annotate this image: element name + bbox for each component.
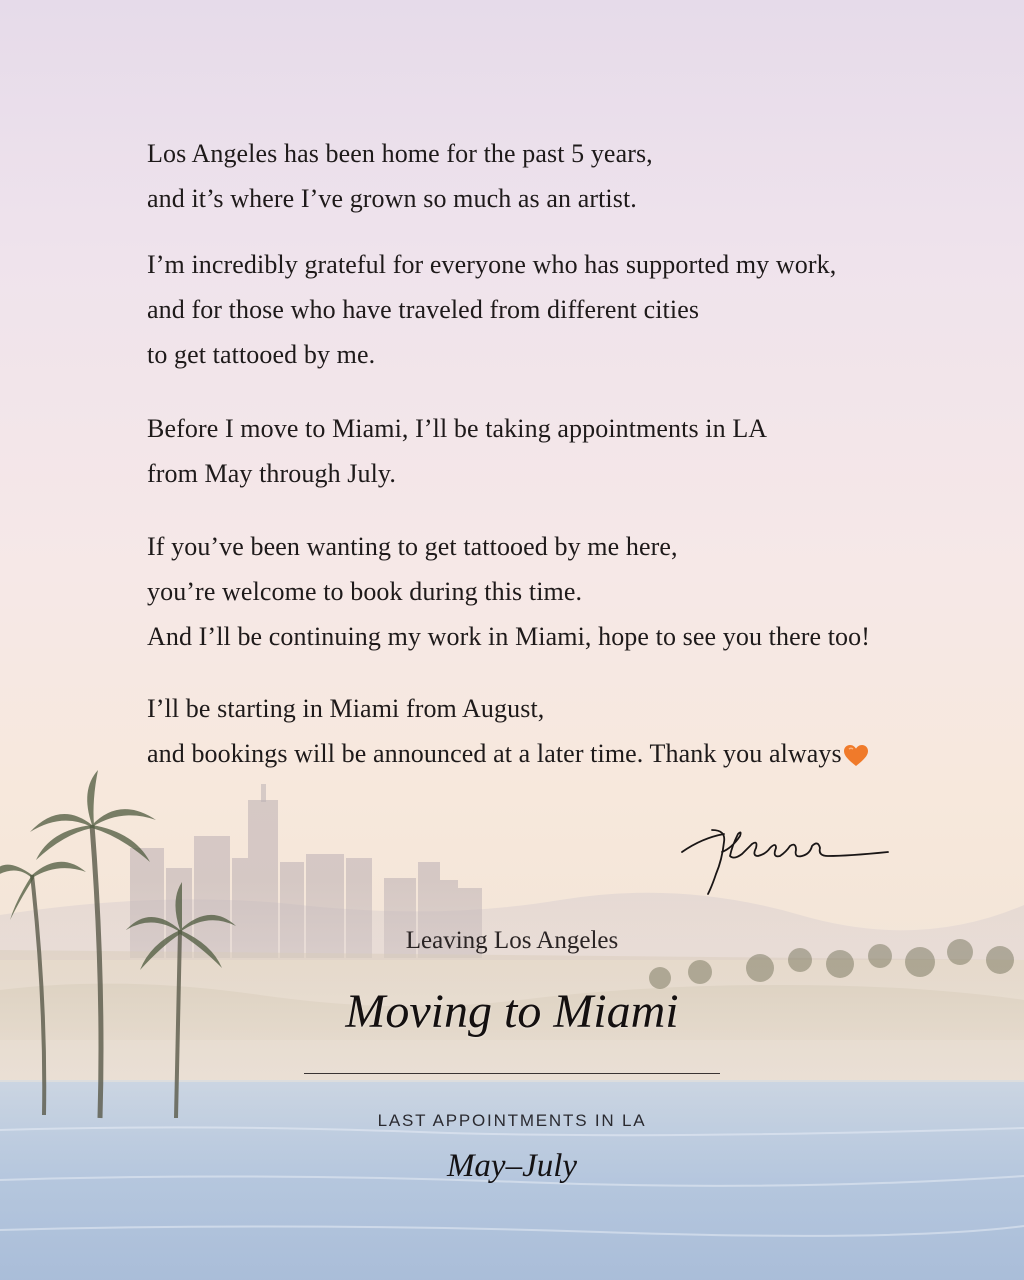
letter-line: and for those who have traveled from different cities	[147, 295, 700, 324]
divider	[304, 1073, 720, 1074]
heart-icon	[843, 744, 869, 768]
letter-line: you’re welcome to book during this time.	[147, 577, 583, 606]
letter-line-text: and bookings will be announced at a later time. Thank you always	[147, 739, 842, 768]
headline: Moving to Miami	[345, 985, 679, 1038]
signature	[672, 812, 892, 902]
letter-body	[147, 131, 947, 776]
letter-line: from May through July.	[147, 459, 396, 488]
letter-line: to get tattooed by me.	[147, 340, 376, 369]
letter-line: Before I move to Miami, I’ll be taking appointments in LA	[147, 414, 768, 443]
letter-line: And I’ll be continuing my work in Miami, hope to see you there too!	[147, 622, 871, 651]
letter-line: I’ll be starting in Miami from August,	[147, 694, 545, 723]
paragraph-closing	[147, 686, 947, 776]
paragraph-grateful	[147, 242, 947, 377]
letter-line: Los Angeles has been home for the past 5 years,	[147, 139, 653, 168]
paragraph-booking	[147, 524, 947, 659]
letter-line-with-heart	[147, 731, 947, 776]
letter-line: and it’s where I’ve grown so much as an artist.	[147, 184, 637, 213]
leaving-caption: Leaving Los Angeles	[405, 927, 619, 954]
letter-line: If you’ve been wanting to get tattooed by me here,	[147, 532, 678, 561]
paragraph-appointments	[147, 406, 947, 496]
last-appointments-label: LAST APPOINTMENTS IN LA	[377, 1111, 647, 1130]
letter-line: I’m incredibly grateful for everyone who has supported my work,	[147, 250, 837, 279]
paragraph-home	[147, 131, 947, 221]
appointment-dates: May–July	[446, 1148, 578, 1184]
